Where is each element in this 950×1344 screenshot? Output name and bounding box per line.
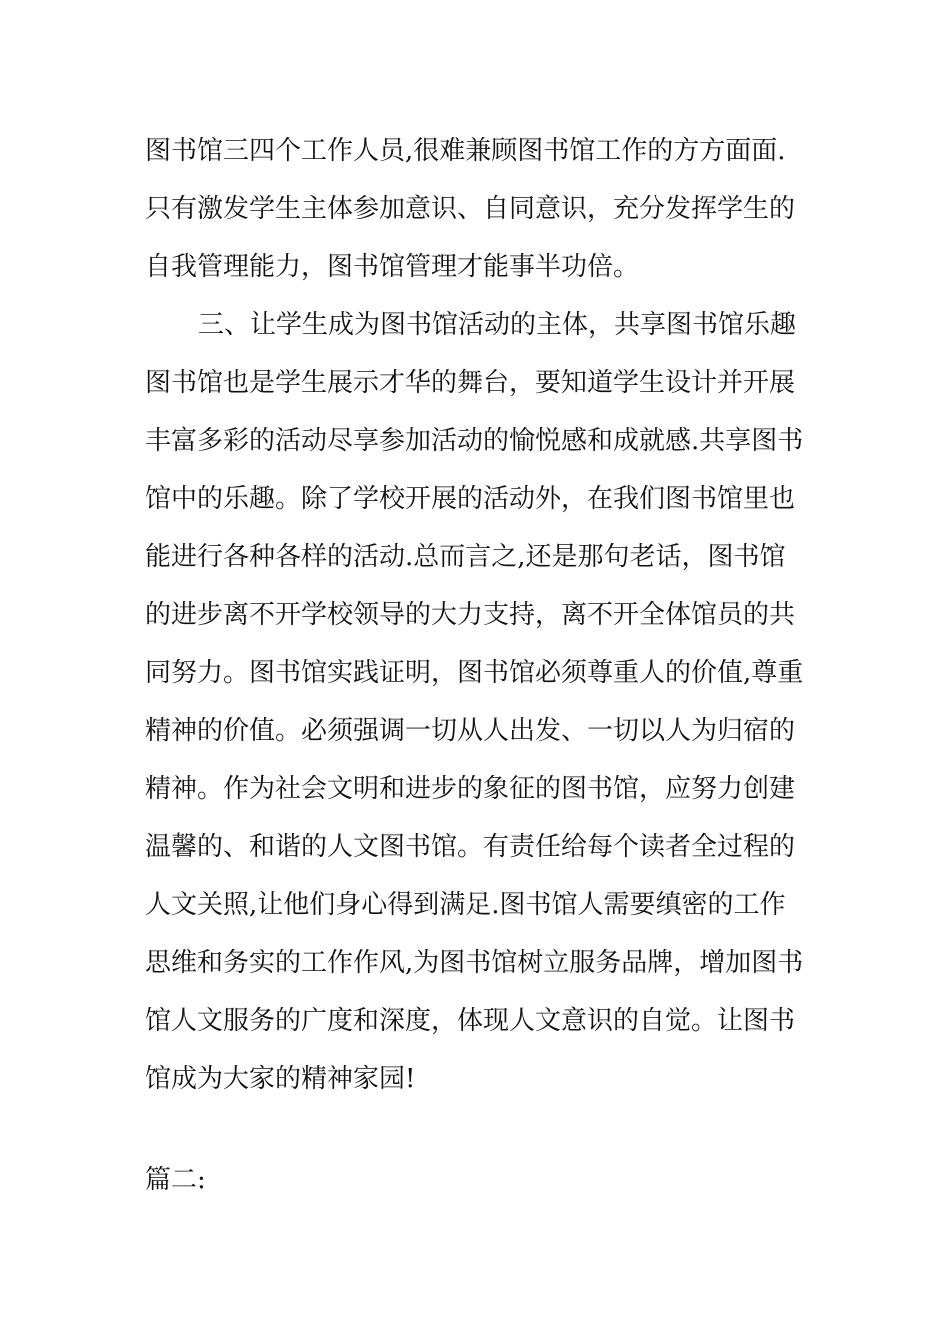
body-text-line: 能进行各种各样的活动.总而言之,还是那句老话，图书馆 <box>145 542 786 572</box>
body-text-line: 只有激发学生主体参加意识、自同意识，充分发挥学生的 <box>145 194 796 224</box>
body-text-line: 思维和务实的工作作风,为图书馆树立服务品牌，增加图书 <box>145 948 804 978</box>
body-text-line: 图书馆也是学生展示才华的舞台，要知道学生设计并开展 <box>145 368 796 398</box>
body-text-line: 馆人文服务的广度和深度，体现人文意识的自觉。让图书 <box>145 1006 796 1036</box>
body-text-line: 图书馆三四个工作人员,很难兼顾图书馆工作的方方面面. <box>145 136 786 166</box>
body-text-line: 同努力。图书馆实践证明，图书馆必须尊重人的价值,尊重 <box>145 658 804 688</box>
body-text-line: 精神的价值。必须强调一切从人出发、一切以人为归宿的 <box>145 716 796 746</box>
body-text-line: 的进步离不开学校领导的大力支持，离不开全体馆员的共 <box>145 600 796 630</box>
section-heading-3: 三、让学生成为图书馆活动的主体，共享图书馆乐趣 <box>198 310 797 340</box>
body-text-line: 温馨的、和谐的人文图书馆。有责任给每个读者全过程的 <box>145 832 796 862</box>
part-heading: 篇二: <box>145 1165 206 1195</box>
body-text-line: 人文关照,让他们身心得到满足.图书馆人需要缜密的工作 <box>145 890 786 920</box>
body-text-line: 自我管理能力，图书馆管理才能事半功倍。 <box>145 252 640 282</box>
body-text-line: 精神。作为社会文明和进步的象征的图书馆，应努力创建 <box>145 774 796 804</box>
body-text-line: 馆成为大家的精神家园! <box>145 1064 416 1094</box>
body-text-line: 丰富多彩的活动尽享参加活动的愉悦感和成就感.共享图书 <box>145 426 804 456</box>
body-text-line: 馆中的乐趣。除了学校开展的活动外，在我们图书馆里也 <box>145 484 796 514</box>
